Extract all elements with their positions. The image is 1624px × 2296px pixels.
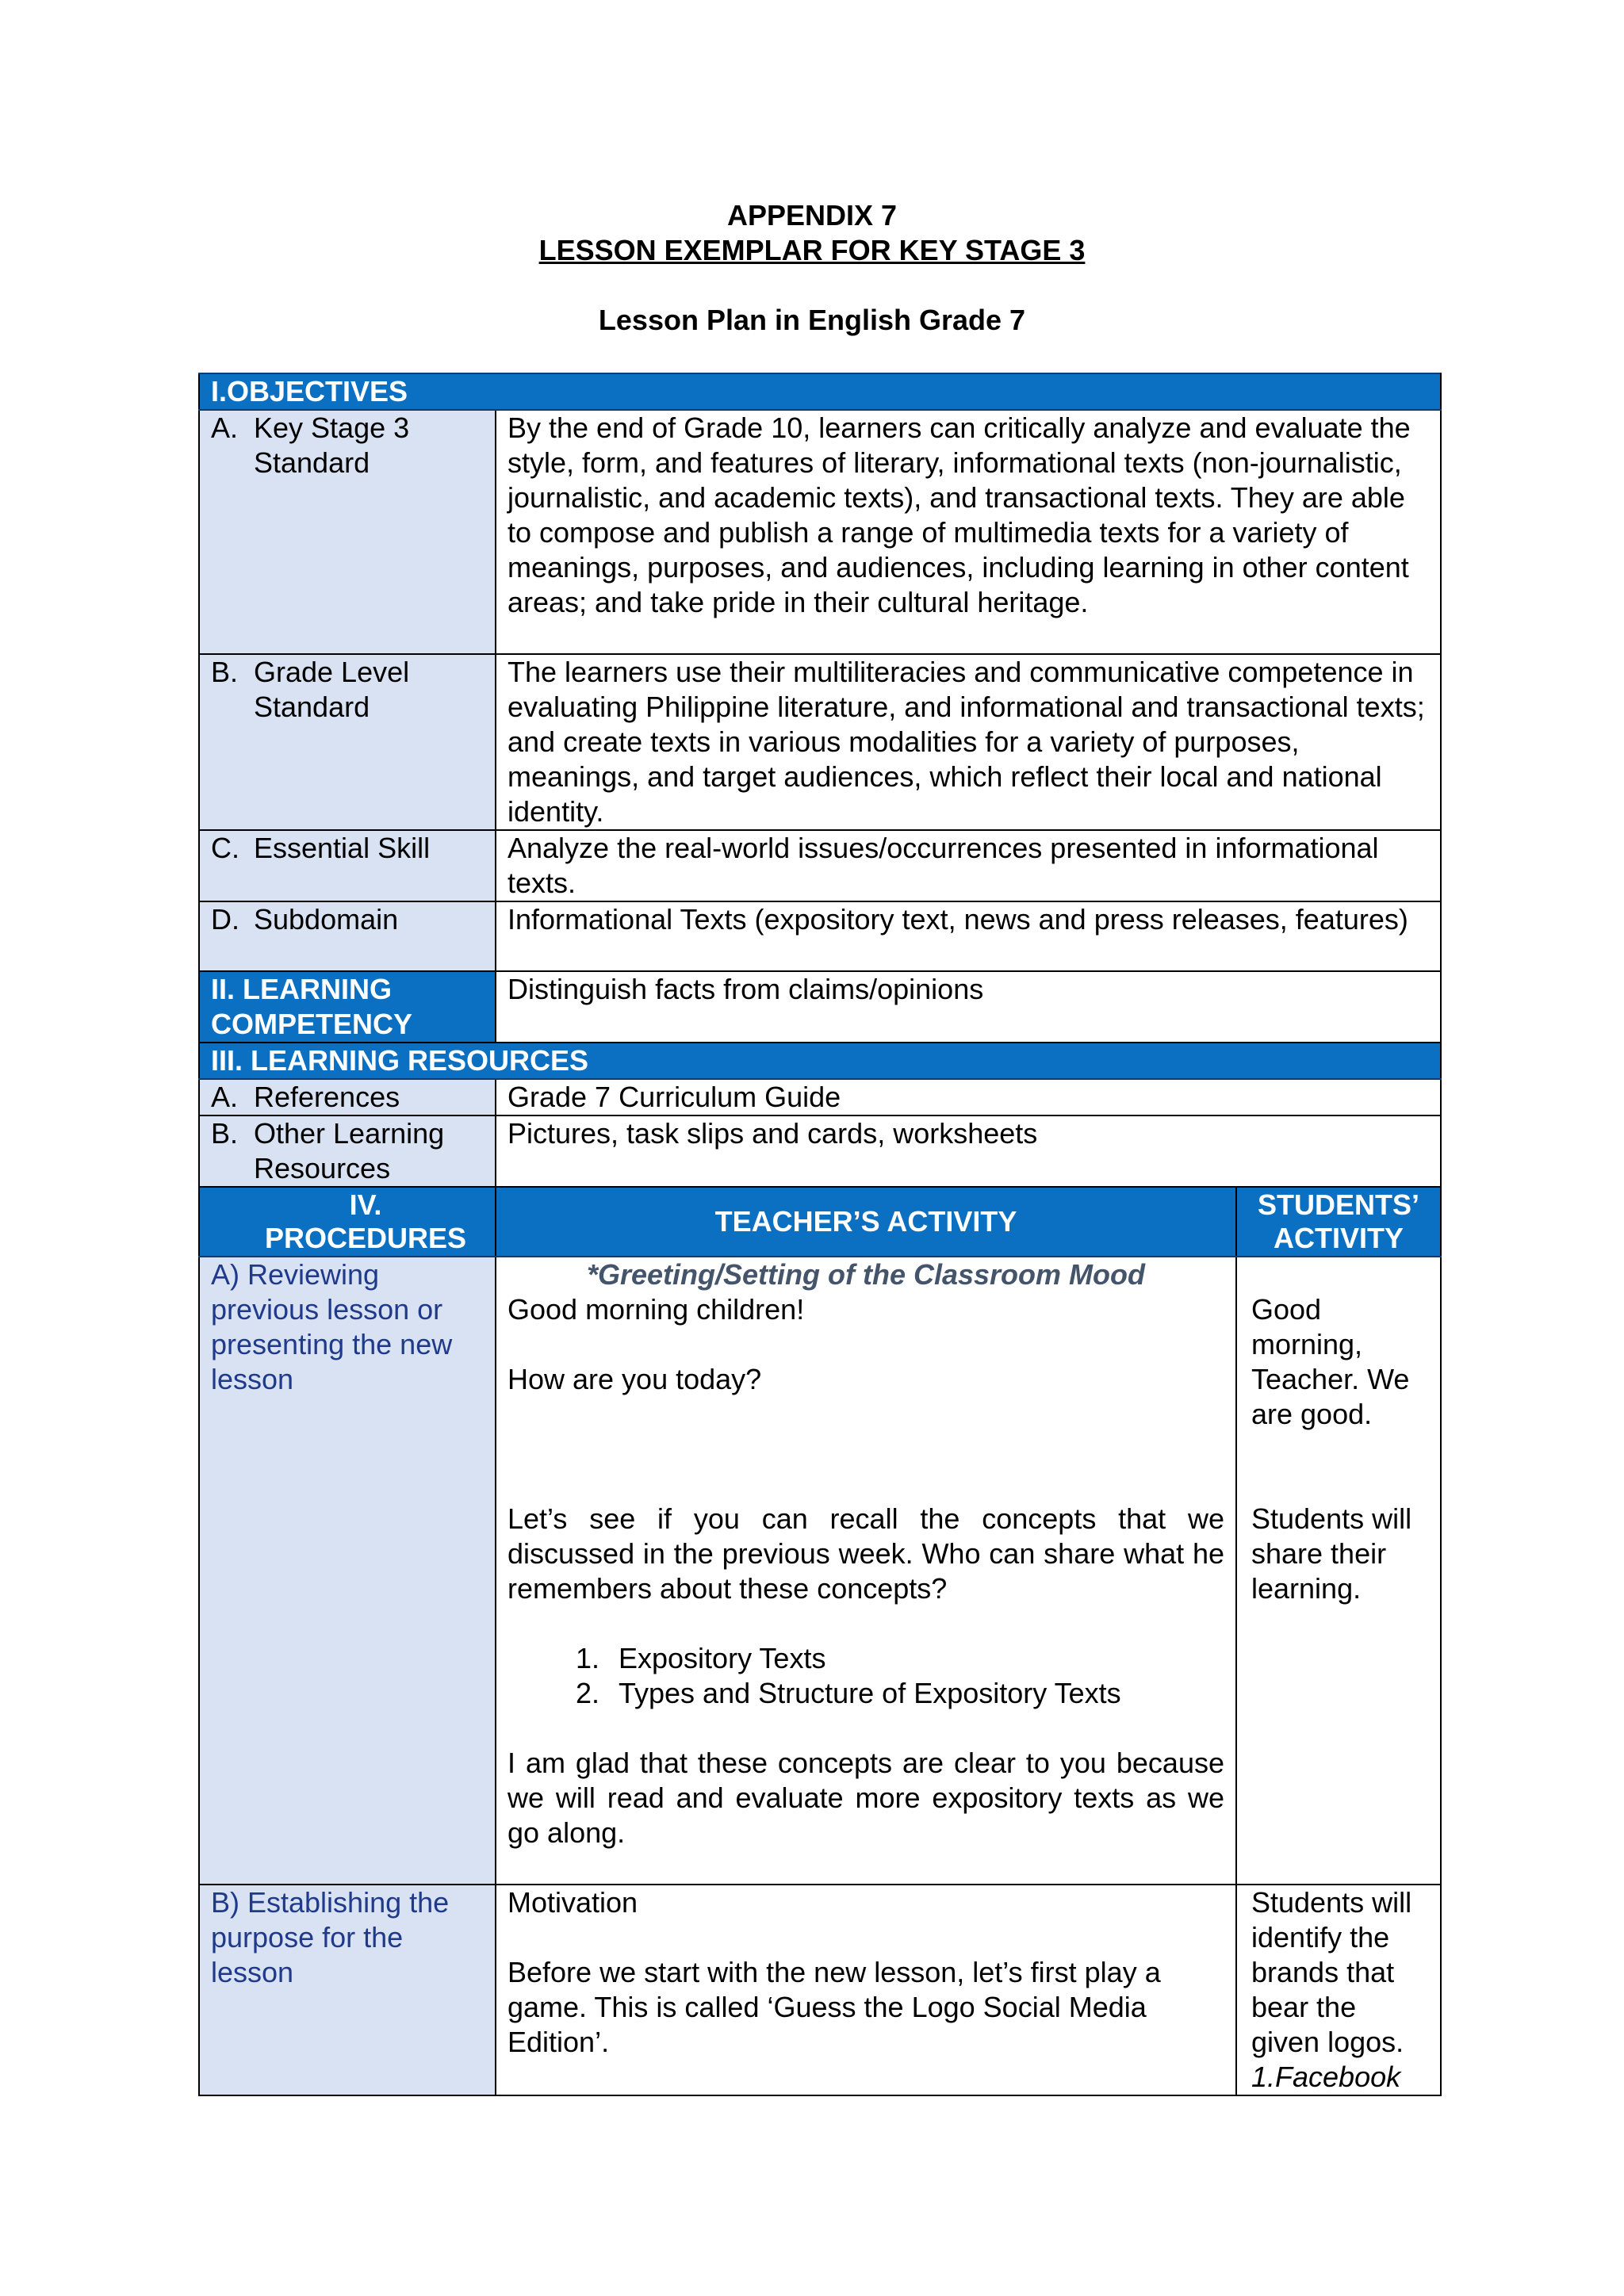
concepts-list	[508, 1641, 1224, 1711]
motivation-heading: Motivation	[508, 1886, 638, 1919]
references-label-cell	[199, 1079, 496, 1115]
student-greeting-response: Good morning, Teacher. We are good.	[1251, 1293, 1410, 1430]
list-item: 1. Expository Texts	[607, 1641, 1224, 1676]
resources-header-row	[199, 1043, 1441, 1079]
appendix-heading: APPENDIX 7	[726, 199, 898, 232]
student-share-response: Students will share their learning.	[1251, 1502, 1412, 1605]
item-letter: A.	[211, 1081, 239, 1113]
item-letter: A.	[211, 411, 239, 444]
competency-text: Distinguish facts from claims/opinions	[496, 971, 1441, 1043]
table-row	[199, 1115, 1441, 1187]
glad-paragraph: I am glad that these concepts are clear to you because we will read and evaluate more expository texts as we go along.	[508, 1747, 1224, 1849]
grade-level-text: The learners use their multiliteracies and communicative competence in evaluating Philippine literature, and informational and transactional texts; and create texts in various modalities for a variety of purposes, meanings, and target audiences, which reflect their local and national identity.	[496, 654, 1441, 830]
references-label: References	[254, 1081, 400, 1113]
key-stage-text: By the end of Grade 10, learners can critically analyze and evaluate the style, form, and features of literary, informational texts (non-journalistic, journalistic, and academic texts), and transactional texts. They are able to compose and publish a range of multimedia texts for a variety of meanings, purposes, and audiences, including learning in other content areas; and take pride in their cultural heritage.	[496, 410, 1441, 654]
exemplar-heading: LESSON EXEMPLAR FOR KEY STAGE 3	[538, 234, 1086, 266]
table-row	[199, 1079, 1441, 1115]
subdomain-label: Subdomain	[254, 903, 399, 936]
table-row	[199, 830, 1441, 901]
essential-skill-label: Essential Skill	[254, 832, 431, 864]
competency-title: II. LEARNING COMPETENCY	[199, 971, 496, 1043]
other-resources-label-cell	[199, 1115, 496, 1187]
greeting-question: How are you today?	[508, 1363, 762, 1395]
reviewing-lesson-label: A) Reviewing previous lesson or presenting the new lesson	[199, 1257, 496, 1885]
reviewing-teacher-cell	[496, 1257, 1236, 1885]
establishing-teacher-cell	[496, 1885, 1236, 2095]
reviewing-students-cell	[1236, 1257, 1441, 1885]
student-identify-response: Students will identify the brands that bear the given logos.	[1251, 1886, 1412, 2058]
list-item: 2. Types and Structure of Expository Texts	[607, 1676, 1224, 1711]
procedures-title: IV. PROCEDURES	[199, 1187, 496, 1257]
lesson-plan-title: Lesson Plan in English Grade 7	[598, 304, 1026, 336]
key-stage-label-cell	[199, 410, 496, 654]
resources-title: III. LEARNING RESOURCES	[199, 1043, 1441, 1079]
grade-level-label: Grade Level Standard	[254, 656, 410, 723]
other-resources-label: Other Learning Resources	[254, 1117, 445, 1184]
table-row	[199, 1257, 1441, 1885]
essential-skill-text: Analyze the real-world issues/occurrences presented in informational texts.	[496, 830, 1441, 901]
students-activity-header: STUDENTS’ ACTIVITY	[1236, 1187, 1441, 1257]
teacher-activity-header: TEACHER’S ACTIVITY	[496, 1187, 1236, 1257]
table-row	[199, 410, 1441, 654]
table-row	[199, 901, 1441, 971]
subdomain-text: Informational Texts (expository text, news and press releases, features)	[496, 901, 1441, 971]
greeting-line: Good morning children!	[508, 1293, 805, 1326]
establishing-purpose-label: B) Establishing the purpose for the lesson	[199, 1885, 496, 2095]
student-logo-item: 1.Facebook	[1251, 2061, 1401, 2093]
procedures-header-row	[199, 1187, 1441, 1257]
table-row	[199, 1885, 1441, 2095]
objectives-title: I.OBJECTIVES	[199, 373, 1441, 410]
item-letter: D.	[211, 903, 239, 936]
other-resources-text: Pictures, task slips and cards, worksheets	[496, 1115, 1441, 1187]
objectives-header-row	[199, 373, 1441, 410]
subdomain-label-cell	[199, 901, 496, 971]
establishing-students-cell	[1236, 1885, 1441, 2095]
table-row	[199, 654, 1441, 830]
item-letter: B.	[211, 1117, 239, 1150]
key-stage-label: Key Stage 3 Standard	[254, 411, 410, 479]
grade-level-label-cell	[199, 654, 496, 830]
recall-paragraph: Let’s see if you can recall the concepts that we discussed in the previous week. Who can share what he remembers about these concepts?	[508, 1502, 1224, 1605]
greeting-heading: *Greeting/Setting of the Classroom Mood	[586, 1258, 1146, 1291]
item-letter: C.	[211, 832, 239, 864]
table-row	[199, 971, 1441, 1043]
lesson-plan-table	[198, 373, 1442, 2096]
item-letter: B.	[211, 656, 239, 688]
essential-skill-label-cell	[199, 830, 496, 901]
motivation-text: Before we start with the new lesson, let’s first play a game. This is called ‘Guess the Logo Social Media Edition’.	[508, 1956, 1161, 2058]
references-text: Grade 7 Curriculum Guide	[496, 1079, 1441, 1115]
